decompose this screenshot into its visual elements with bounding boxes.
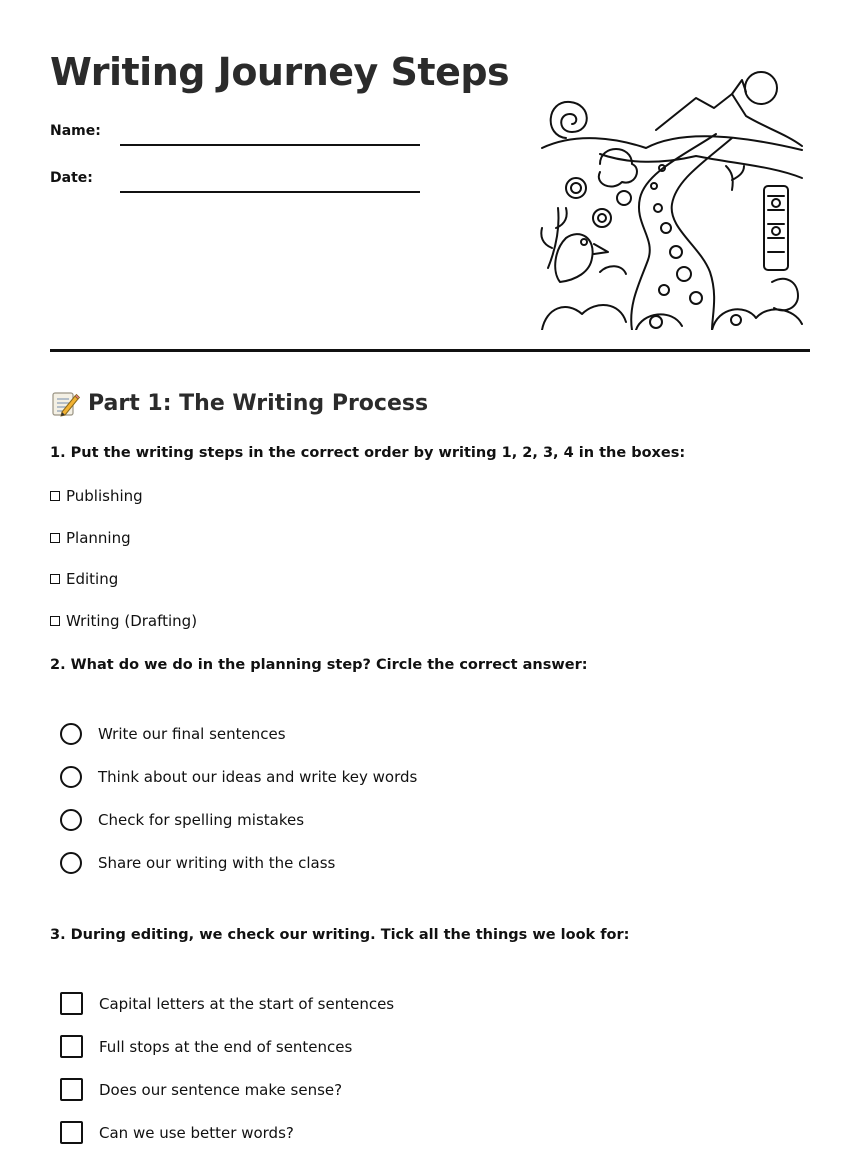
option-label: Full stops at the end of sentences: [99, 1037, 353, 1056]
order-item-label: Planning: [66, 529, 131, 547]
planning-option-3[interactable]: [60, 809, 304, 831]
order-item-planning[interactable]: [50, 529, 131, 547]
checkbox[interactable]: [60, 1121, 83, 1144]
memo-pencil-icon: [50, 388, 80, 418]
planning-option-4[interactable]: [60, 852, 335, 874]
order-item-publishing[interactable]: [50, 487, 143, 505]
option-label: Can we use better words?: [99, 1123, 294, 1142]
order-item-editing[interactable]: [50, 570, 118, 588]
checkbox[interactable]: [60, 1035, 83, 1058]
order-box[interactable]: [50, 491, 60, 501]
order-box[interactable]: [50, 533, 60, 543]
planning-option-2[interactable]: [60, 766, 417, 788]
editing-option-2[interactable]: [60, 1035, 352, 1058]
planning-option-1[interactable]: [60, 723, 286, 745]
option-label: Capital letters at the start of sentences: [99, 994, 395, 1013]
checkbox[interactable]: [60, 1078, 83, 1101]
order-box[interactable]: [50, 574, 60, 584]
radio-circle[interactable]: [60, 766, 82, 788]
landscape-path-illustration-icon: [536, 68, 806, 330]
order-item-writing[interactable]: [50, 612, 197, 630]
radio-circle[interactable]: [60, 723, 82, 745]
radio-circle[interactable]: [60, 852, 82, 874]
editing-option-3[interactable]: [60, 1078, 342, 1101]
page-title: Writing Journey Steps: [50, 50, 510, 94]
name-line[interactable]: [120, 144, 420, 146]
question-3: 3. During editing, we check our writing. Tick all the things we look for:: [50, 927, 630, 943]
option-label: Think about our ideas and write key words: [98, 768, 418, 786]
name-field[interactable]: [50, 123, 430, 153]
date-label: Date:: [50, 170, 93, 186]
order-item-label: Editing: [66, 570, 119, 588]
name-label: Name:: [50, 123, 101, 139]
section-title-text: Part 1: The Writing Process: [88, 390, 429, 416]
editing-option-4[interactable]: [60, 1121, 294, 1144]
header-divider: [50, 349, 810, 352]
date-line[interactable]: [120, 191, 420, 193]
checkbox[interactable]: [60, 992, 83, 1015]
order-item-label: Writing (Drafting): [66, 612, 198, 630]
option-label: Check for spelling mistakes: [98, 811, 305, 829]
option-label: Share our writing with the class: [98, 854, 336, 872]
section-title-part-1: [50, 388, 428, 418]
date-field[interactable]: [50, 170, 430, 200]
option-label: Does our sentence make sense?: [99, 1080, 343, 1099]
order-item-label: Publishing: [66, 487, 143, 505]
radio-circle[interactable]: [60, 809, 82, 831]
editing-option-1[interactable]: [60, 992, 394, 1015]
order-box[interactable]: [50, 616, 60, 626]
option-label: Write our final sentences: [98, 725, 286, 743]
question-1: 1. Put the writing steps in the correct order by writing 1, 2, 3, 4 in the boxes:: [50, 445, 686, 461]
question-2: 2. What do we do in the planning step? Circle the correct answer:: [50, 657, 588, 673]
